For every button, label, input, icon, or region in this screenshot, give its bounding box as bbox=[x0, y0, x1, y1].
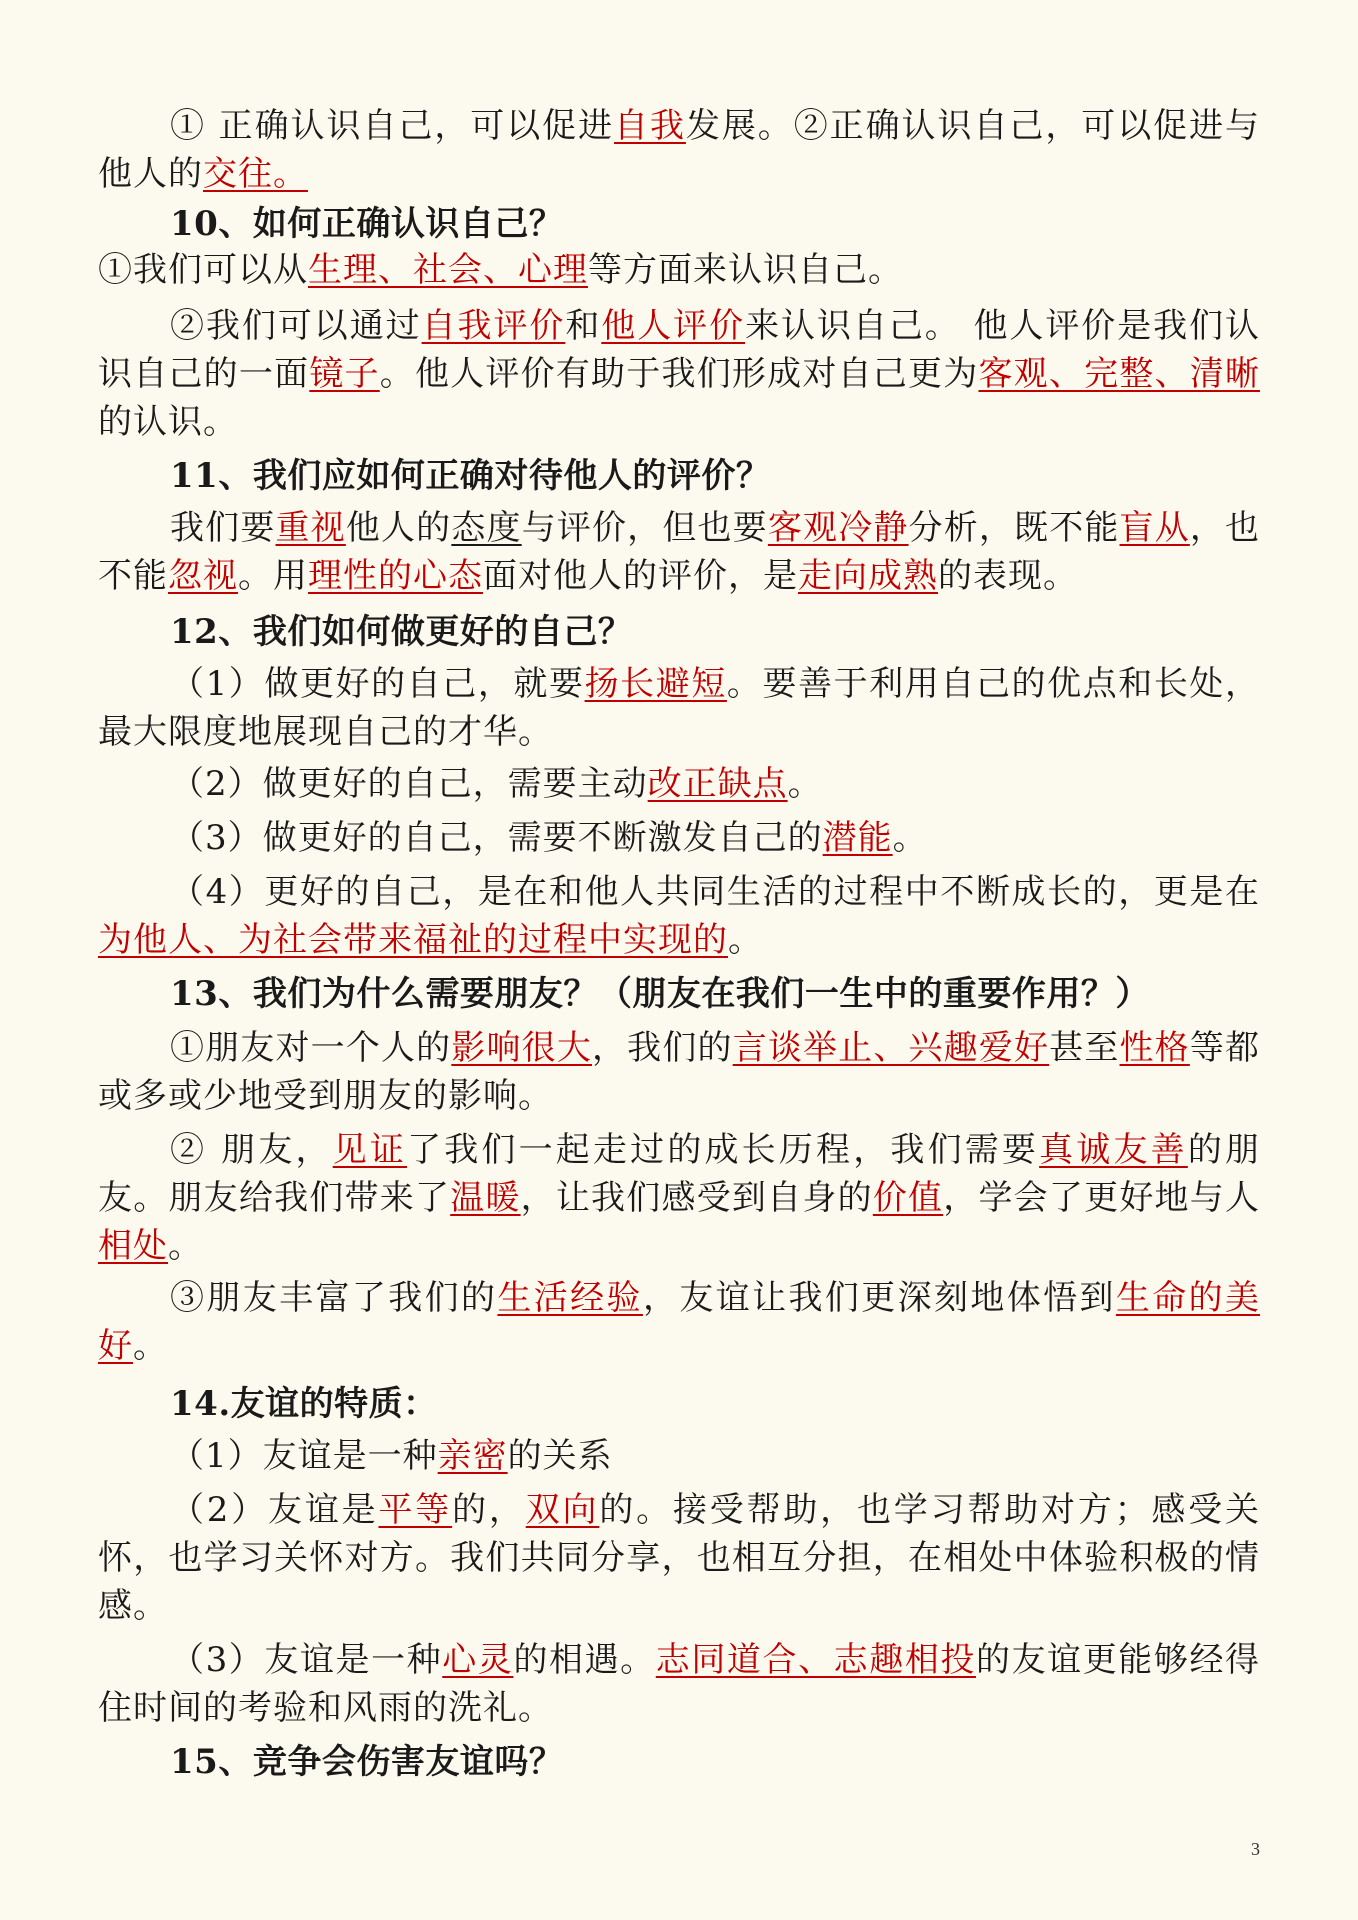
paragraph-text: 12、我们如何做更好的自己？ bbox=[170, 612, 633, 652]
paragraph-text: 分析，既不能 bbox=[908, 508, 1120, 548]
paragraph-14-1 bbox=[98, 1432, 1260, 1480]
highlighted-keyword: 重视 bbox=[275, 508, 346, 548]
paragraph-10-2 bbox=[98, 302, 1260, 446]
paragraph-text: ③朋友丰富了我们的 bbox=[170, 1278, 498, 1318]
paragraph-text: 的相遇。 bbox=[513, 1640, 656, 1680]
paragraph-text: ，友谊让我们更深刻地体悟到 bbox=[642, 1278, 1116, 1318]
highlighted-keyword: 生理、社会、心理 bbox=[308, 250, 588, 290]
paragraph-text: 面对他人的评价，是 bbox=[483, 556, 798, 596]
paragraph-text: 的认识。 bbox=[98, 402, 238, 442]
paragraph-text: ，学会了更好地与人 bbox=[943, 1178, 1260, 1218]
paragraph-text: ，也不能 bbox=[98, 508, 1261, 596]
highlighted-keyword: 亲密 bbox=[437, 1436, 508, 1476]
paragraph-text: 。用 bbox=[238, 556, 308, 596]
paragraph-text: 的。接受帮助，也学习帮助对方；感受关怀，也学习关怀对方。我们共同分享，也相互分担，在相处中体验积极的情感。 bbox=[98, 1490, 1261, 1626]
heading-12 bbox=[98, 608, 1260, 656]
highlighted-keyword: 扬长避短 bbox=[584, 664, 727, 704]
paragraph-12-2 bbox=[98, 760, 1260, 808]
paragraph-13-3 bbox=[98, 1274, 1260, 1370]
paragraph-12-1 bbox=[98, 660, 1260, 756]
paragraph-text: 。他人评价有助于我们形成对自己更为 bbox=[379, 354, 979, 394]
paragraph-text: 。 bbox=[133, 1326, 168, 1366]
highlighted-keyword: 影响很大 bbox=[451, 1028, 593, 1068]
paragraph-text: 了我们一起走过的成长历程，我们需要 bbox=[407, 1130, 1040, 1170]
highlighted-keyword: 客观、完整、清晰 bbox=[978, 354, 1260, 394]
highlighted-keyword: 为他人、为社会带来福祉的过程中实现的 bbox=[98, 920, 728, 960]
paragraph-text: ，我们的 bbox=[592, 1028, 733, 1068]
paragraph-text: ① 正确认识自己，可以促进 bbox=[170, 106, 615, 146]
highlighted-keyword: 他人评价 bbox=[601, 306, 746, 346]
highlighted-keyword: 相处 bbox=[98, 1226, 168, 1266]
paragraph-text: 等方面来认识自己。 bbox=[588, 250, 903, 290]
highlighted-keyword: 忽视 bbox=[168, 556, 238, 596]
paragraph-text: 和 bbox=[565, 306, 602, 346]
page-number: 3 bbox=[1251, 1839, 1260, 1859]
paragraph-13-2 bbox=[98, 1126, 1260, 1270]
paragraph-text: 来认识自己。 他人评价是我们认识自己的一面 bbox=[98, 306, 1261, 394]
paragraph-text: 10、如何正确认识自己？ bbox=[170, 204, 564, 244]
highlighted-keyword: 平等 bbox=[378, 1490, 453, 1530]
paragraph-13-1 bbox=[98, 1024, 1260, 1120]
heading-14 bbox=[98, 1380, 1260, 1428]
paragraph-text: 我们要 bbox=[170, 508, 276, 548]
paragraph-11 bbox=[98, 504, 1260, 600]
paragraph-text: 13、我们为什么需要朋友？（朋友在我们一生中的重要作用？） bbox=[170, 974, 1150, 1014]
highlighted-keyword: 盲从 bbox=[1119, 508, 1190, 548]
paragraph-10-1 bbox=[98, 246, 1260, 294]
heading-10 bbox=[98, 200, 1260, 248]
highlighted-keyword: 交往。 bbox=[203, 154, 308, 194]
paragraph-text: （3）做更好的自己，需要不断激发自己的 bbox=[170, 818, 823, 858]
paragraph-14-2 bbox=[98, 1486, 1260, 1630]
paragraph-text: 的表现。 bbox=[938, 556, 1078, 596]
highlighted-keyword: 真诚友善 bbox=[1039, 1130, 1188, 1170]
paragraph-text: （1）友谊是一种 bbox=[170, 1436, 438, 1476]
paragraph-text: 。 bbox=[728, 920, 763, 960]
paragraph-text: ②我们可以通过 bbox=[170, 306, 422, 346]
paragraph-12-3 bbox=[98, 814, 1260, 862]
highlighted-keyword: 价值 bbox=[872, 1178, 944, 1218]
paragraph-text: 。要善于利用自己的优点和长处，最大限度地展现自己的才华。 bbox=[98, 664, 1261, 752]
paragraph-text: 发展。②正确认识自己，可以促进与他人的 bbox=[98, 106, 1261, 194]
paragraph-12-4 bbox=[98, 868, 1260, 964]
highlighted-keyword: 双向 bbox=[525, 1490, 600, 1530]
paragraph-text: （3）友谊是一种 bbox=[170, 1640, 443, 1680]
highlighted-keyword: 自我 bbox=[614, 106, 686, 146]
highlighted-keyword: 理性的心态 bbox=[308, 556, 483, 596]
heading-15 bbox=[98, 1738, 1260, 1786]
paragraph-text: 的友谊更能够经得住时间的考验和风雨的洗礼。 bbox=[98, 1640, 1261, 1728]
heading-11 bbox=[98, 452, 1260, 500]
paragraph-text: ，让我们感受到自身的 bbox=[520, 1178, 873, 1218]
highlighted-keyword: 心灵 bbox=[442, 1640, 514, 1680]
highlighted-keyword: 性格 bbox=[1119, 1028, 1190, 1068]
highlighted-keyword: 走向成熟 bbox=[798, 556, 938, 596]
paragraph-text: 14.友谊的特质： bbox=[170, 1384, 438, 1424]
heading-13 bbox=[98, 970, 1260, 1018]
paragraph-text: ①我们可以从 bbox=[98, 250, 308, 290]
highlighted-keyword: 改正缺点 bbox=[647, 764, 788, 804]
paragraph-text: （1）做更好的自己，就要 bbox=[170, 664, 585, 704]
paragraph-text: 的关系 bbox=[507, 1436, 613, 1476]
paragraph-text: 15、竞争会伤害友谊吗？ bbox=[170, 1742, 564, 1782]
highlighted-keyword: 潜能 bbox=[822, 818, 893, 858]
paragraph-text: （2）友谊是 bbox=[170, 1490, 379, 1530]
paragraph-text: （2）做更好的自己，需要主动 bbox=[170, 764, 648, 804]
paragraph-text: 。 bbox=[892, 818, 928, 858]
highlighted-keyword: 镜子 bbox=[309, 354, 380, 394]
highlighted-keyword: 自我评价 bbox=[421, 306, 566, 346]
paragraph-text: ② 朋友， bbox=[170, 1130, 333, 1170]
paragraph-text: 的， bbox=[452, 1490, 526, 1530]
highlighted-keyword: 生命的美好 bbox=[98, 1278, 1261, 1366]
highlighted-keyword: 温暖 bbox=[450, 1178, 521, 1218]
paragraph-text: ①朋友对一个人的 bbox=[170, 1028, 452, 1068]
paragraph-text: （4）更好的自己，是在和他人共同生活的过程中不断成长的，更是在 bbox=[170, 872, 1260, 912]
highlighted-keyword: 志同道合、志趣相投 bbox=[655, 1640, 976, 1680]
paragraph-text: 的朋友。朋友给我们带来了 bbox=[98, 1130, 1261, 1218]
paragraph-text: 11、我们应如何正确对待他人的评价？ bbox=[170, 456, 771, 496]
paragraph-text: 。 bbox=[787, 764, 823, 804]
highlighted-keyword: 言谈举止、兴趣爱好 bbox=[732, 1028, 1050, 1068]
paragraph-text: 态度 bbox=[451, 508, 522, 548]
paragraph-intro bbox=[98, 102, 1260, 198]
highlighted-keyword: 客观冷静 bbox=[767, 508, 909, 548]
highlighted-keyword: 见证 bbox=[332, 1130, 408, 1170]
paragraph-14-3 bbox=[98, 1636, 1260, 1732]
paragraph-text: 甚至 bbox=[1049, 1028, 1120, 1068]
paragraph-text: 等都或多或少地受到朋友的影响。 bbox=[98, 1028, 1261, 1116]
highlighted-keyword: 生活经验 bbox=[497, 1278, 643, 1318]
paragraph-text: 。 bbox=[168, 1226, 203, 1266]
paragraph-text: 他人的 bbox=[345, 508, 452, 548]
paragraph-text: 与评价，但也要 bbox=[521, 508, 768, 548]
